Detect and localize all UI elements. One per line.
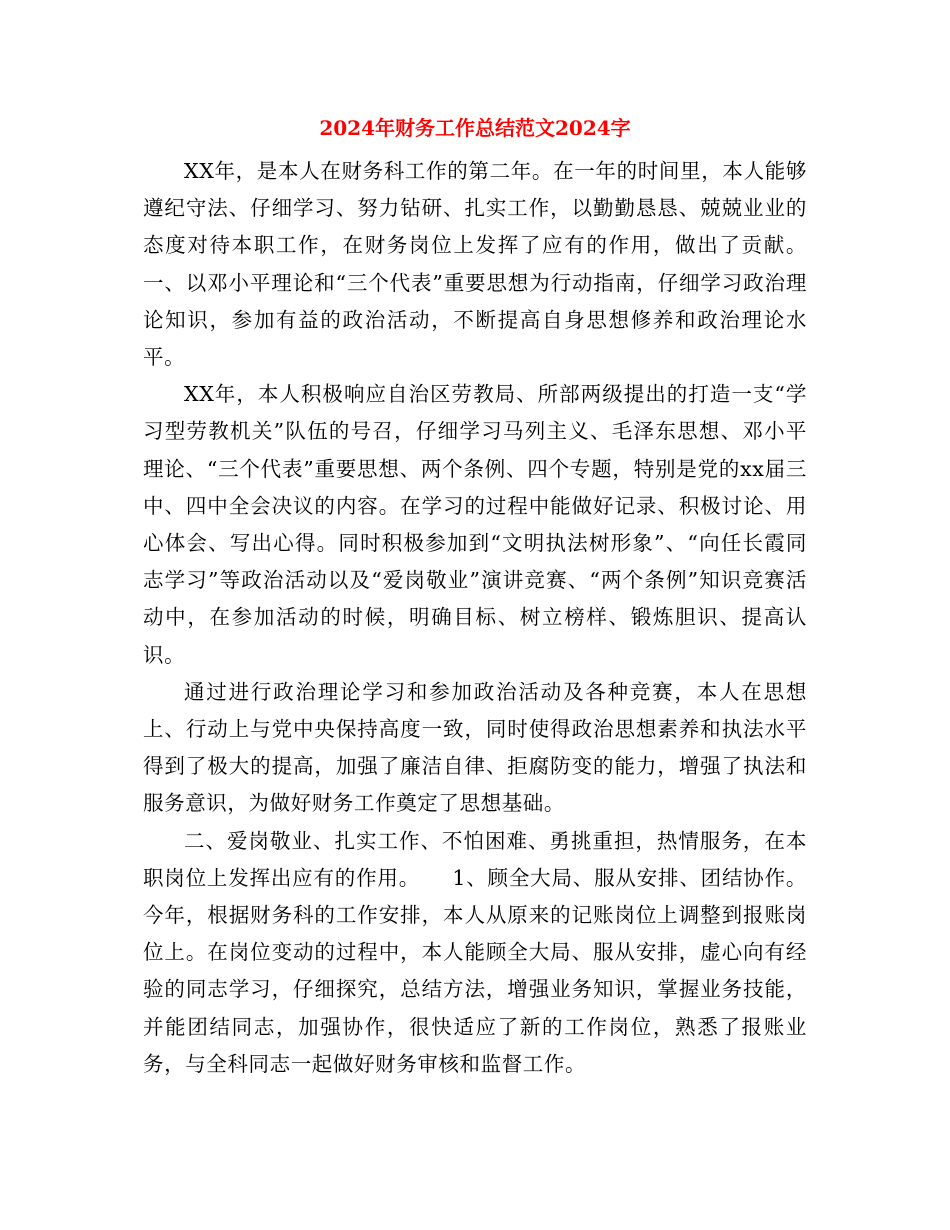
document-title: 2024年财务工作总结范文2024字 (319, 116, 631, 140)
paragraph-3: 通过进行政治理论学习和参加政治活动及各种竞赛，本人在思想上、行动上与党中央保持高度一致，同时使得政治思想素养和执法水平得到了极大的提高，加强了廉洁自律、拒腐防变的能力，增强了执法和服务意识，为做好财务工作奠定了思想基础。 (143, 679, 807, 816)
paragraph-2: XX年，本人积极响应自治区劳教局、所部两级提出的打造一支“学习型劳教机关”队伍的号召，仔细学习马列主义、毛泽东思想、邓小平理论、“三个代表”重要思想、两个条例、四个专题，特别是党的xx届三中、四中全会决议的内容。在学习的过程中能做好记录、积极讨论、用心体会、写出心得。同时积极参加到“文明执法树形象”、“向任长霞同志学习”等政治活动以及“爱岗敬业”演讲竞赛、“两个条例”知识竞赛活动中，在参加活动的时候，明确目标、树立榜样、锻炼胆识、提高认识。 (143, 382, 807, 667)
document-body (143, 153, 807, 1083)
paragraph-4: 二、爱岗敬业、扎实工作、不怕困难、勇挑重担，热情服务，在本职岗位上发挥出应有的作用。 1、顾全大局、服从安排、团结协作。今年，根据财务科的工作安排，本人从原来的记账岗位上调整到报账岗位上。在岗位变动的过程中，本人能顾全大局、服从安排，虚心向有经验的同志学习，仔细探究，总结方法，增强业务知识，掌握业务技能，并能团结同志，加强协作，很快适应了新的工作岗位，熟悉了报账业务，与全科同志一起做好财务审核和监督工作。 (143, 828, 807, 1076)
paragraph-1: XX年，是本人在财务科工作的第二年。在一年的时间里，本人能够遵纪守法、仔细学习、努力钻研、扎实工作，以勤勤恳恳、兢兢业业的态度对待本职工作，在财务岗位上发挥了应有的作用，做出了贡献。一、以邓小平理论和“三个代表”重要思想为行动指南，仔细学习政治理论知识，参加有益的政治活动，不断提高自身思想修养和政治理论水平。 (143, 159, 807, 370)
